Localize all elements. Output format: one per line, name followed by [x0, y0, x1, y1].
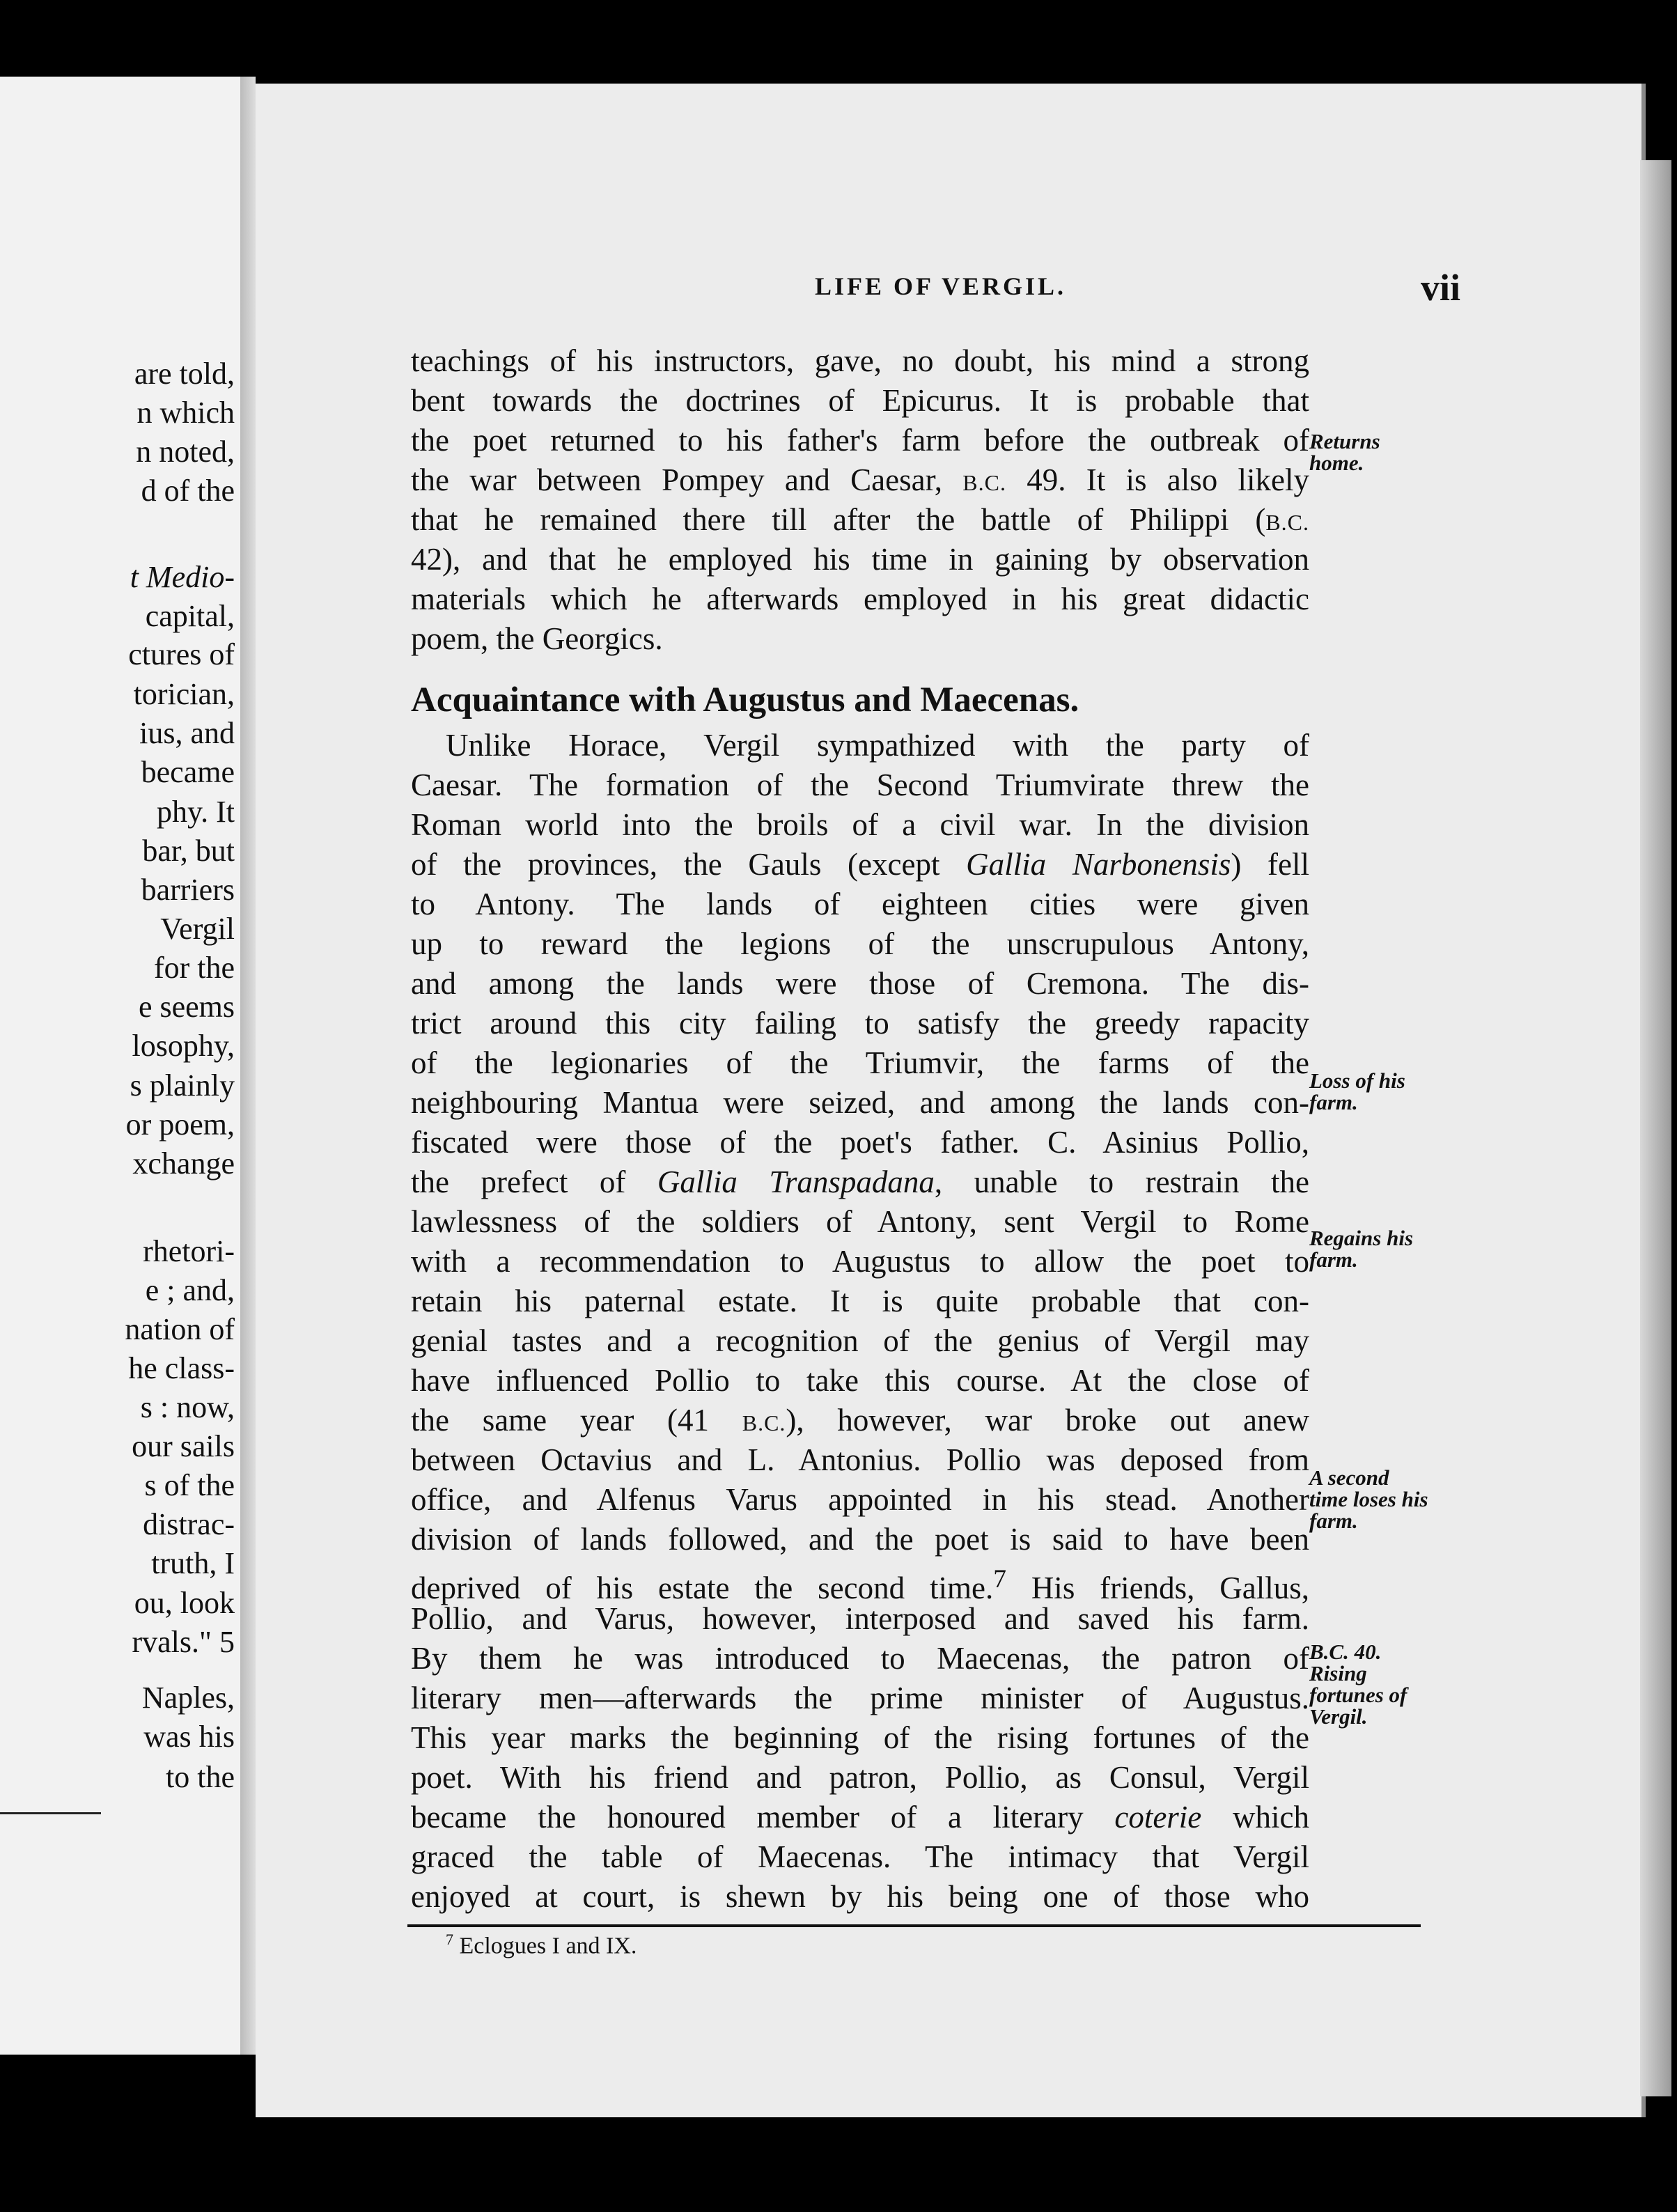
- margin-note-second-loss: A second time loses his farm.: [1309, 1465, 1428, 1533]
- text-line: Unlike Horace, Vergil sympathized with the party of: [446, 728, 1309, 763]
- text-line: By them he was introduced to Maecenas, the patron of: [411, 1641, 1309, 1676]
- previous-page-line: n noted,: [136, 435, 235, 469]
- text-line: up to reward the legions of the unscrupulous Antony,: [411, 926, 1309, 961]
- text-line: poem, the Georgics.: [411, 621, 663, 656]
- previous-page-line: Naples,: [141, 1681, 235, 1715]
- previous-page-line: our sails: [132, 1429, 235, 1463]
- text-line: to Antony. The lands of eighteen cities were given: [411, 887, 1309, 921]
- text-line: poet. With his friend and patron, Pollio, as Consul, Vergil: [411, 1760, 1309, 1795]
- text-line: graced the table of Maecenas. The intimacy that Vergil: [411, 1839, 1309, 1874]
- previous-page-line: or poem,: [125, 1107, 235, 1142]
- text-line: between Octavius and L. Antonius. Pollio was deposed from: [411, 1442, 1309, 1477]
- text-line: Pollio, and Varus, however, interposed and saved his farm.: [411, 1601, 1309, 1636]
- text-line: bent towards the doctrines of Epicurus. It is probable that: [411, 383, 1309, 418]
- margin-note-rising-fortunes: B.C. 40. Rising fortunes of Vergil.: [1309, 1639, 1407, 1729]
- running-title: LIFE OF VERGIL.: [815, 272, 1067, 300]
- text-line: office, and Alfenus Varus appointed in his stead. Another: [411, 1482, 1309, 1517]
- text-line: and among the lands were those of Cremona. The dis-: [411, 966, 1309, 1001]
- previous-page-line: n which: [136, 396, 235, 430]
- previous-page-line: losophy,: [132, 1029, 235, 1063]
- footnote-reference: 7: [993, 1565, 1006, 1594]
- previous-page-line: xchange: [132, 1146, 235, 1181]
- footnote: [446, 1931, 637, 1959]
- text-line: neighbouring Mantua were seized, and among the lands con-: [411, 1085, 1309, 1120]
- previous-page-line: phy. It: [156, 795, 235, 829]
- previous-page-line: barriers: [141, 873, 235, 907]
- text-line: trict around this city failing to satisfy the greedy rapacity: [411, 1006, 1309, 1041]
- text-line: the same year (41 B.C.), however, war broke out anew: [411, 1403, 1309, 1438]
- previous-page-line: s : now,: [140, 1390, 235, 1424]
- footnote-rule: [407, 1924, 1421, 1927]
- text-line: teachings of his instructors, gave, no doubt, his mind a strong: [411, 343, 1309, 378]
- previous-page-line: e seems: [138, 990, 235, 1024]
- previous-page-line: bar, but: [142, 834, 235, 868]
- text-line: This year marks the beginning of the rising fortunes of the: [411, 1720, 1309, 1755]
- text-line: of the legionaries of the Triumvir, the farms of the: [411, 1045, 1309, 1080]
- previous-page-line: for the: [153, 951, 235, 985]
- previous-page-line: became: [141, 755, 235, 789]
- text-line: fiscated were those of the poet's father. C. Asinius Pollio,: [411, 1125, 1309, 1160]
- section-heading: Acquaintance with Augustus and Maecenas.: [411, 680, 1079, 719]
- text-line: lawlessness of the soldiers of Antony, sent Vergil to Rome: [411, 1204, 1309, 1239]
- text-line: the poet returned to his father's farm before the outbreak of: [411, 423, 1309, 458]
- text-line: division of lands followed, and the poet is said to have been: [411, 1522, 1309, 1557]
- margin-note-regains-farm: Regains his farm.: [1309, 1226, 1414, 1272]
- previous-page-line: rvals." 5: [132, 1625, 235, 1659]
- previous-page-line: Vergil: [160, 912, 235, 946]
- previous-page-line: nation of: [125, 1312, 235, 1346]
- page-number: vii: [1421, 267, 1461, 309]
- text-line: 42), and that he employed his time in gaining by observation: [411, 542, 1309, 577]
- previous-page-line: t Medio-: [130, 560, 235, 594]
- text-line: of the provinces, the Gauls (except Gallia Narbonensis) fell: [411, 847, 1309, 882]
- previous-page-line: are told,: [134, 357, 235, 391]
- text-line: enjoyed at court, is shewn by his being one of those who: [411, 1879, 1309, 1914]
- previous-page: [0, 77, 242, 2055]
- text-line: literary men—afterwards the prime minister of Augustus.: [411, 1681, 1309, 1715]
- previous-page-line: ctures of: [128, 637, 235, 671]
- text-line: deprived of his estate the second time.$^7$ His friends, Gallus,: [411, 1565, 1309, 1605]
- previous-page-line: rhetori-: [143, 1234, 235, 1268]
- text-line: materials which he afterwards employed in his great didactic: [411, 582, 1309, 616]
- previous-page-line: capital,: [145, 599, 235, 633]
- previous-page-line: e ; and,: [145, 1273, 235, 1307]
- margin-note-loss-of-farm: Loss of his farm.: [1309, 1068, 1405, 1114]
- previous-page-line: distrac-: [143, 1507, 235, 1541]
- book-gutter: [240, 77, 256, 2055]
- text-line: Roman world into the broils of a civil war. In the division: [411, 807, 1309, 842]
- text-line: genial tastes and a recognition of the genius of Vergil may: [411, 1323, 1309, 1358]
- previous-page-line: s plainly: [130, 1068, 235, 1103]
- text-line: with a recommendation to Augustus to allow the poet to: [411, 1244, 1309, 1279]
- text-line: became the honoured member of a literary coterie which: [411, 1800, 1309, 1835]
- previous-page-line: d of the: [141, 474, 235, 508]
- previous-page-footnote-rule: [0, 1812, 101, 1814]
- text-line: the war between Pompey and Caesar, B.C. 49. It is also likely: [411, 462, 1309, 497]
- previous-page-line: s of the: [144, 1468, 235, 1502]
- page-edges: [1640, 160, 1671, 2096]
- previous-page-line: torician,: [133, 677, 235, 711]
- body-text: [411, 341, 1309, 1917]
- previous-page-line: was his: [143, 1720, 235, 1754]
- previous-page-line: ou, look: [134, 1586, 235, 1620]
- text-line: have influenced Pollio to take this course. At the close of: [411, 1363, 1309, 1398]
- footnote-text: Eclogues I and IX.: [459, 1933, 637, 1959]
- previous-page-line: truth, I: [151, 1546, 235, 1580]
- text-line: retain his paternal estate. It is quite probable that con-: [411, 1284, 1309, 1318]
- text-line: Caesar. The formation of the Second Triumvirate threw the: [411, 768, 1309, 802]
- text-line: the prefect of Gallia Transpadana, unable to restrain the: [411, 1165, 1310, 1199]
- previous-page-line: ius, and: [139, 716, 235, 750]
- footnote-mark: 7: [446, 1931, 453, 1948]
- text-line: that he remained there till after the battle of Philippi (B.C.: [411, 502, 1309, 537]
- margin-note-returns-home: Returns home.: [1309, 429, 1380, 475]
- previous-page-line: to the: [166, 1760, 235, 1794]
- previous-page-line: he class-: [128, 1351, 235, 1385]
